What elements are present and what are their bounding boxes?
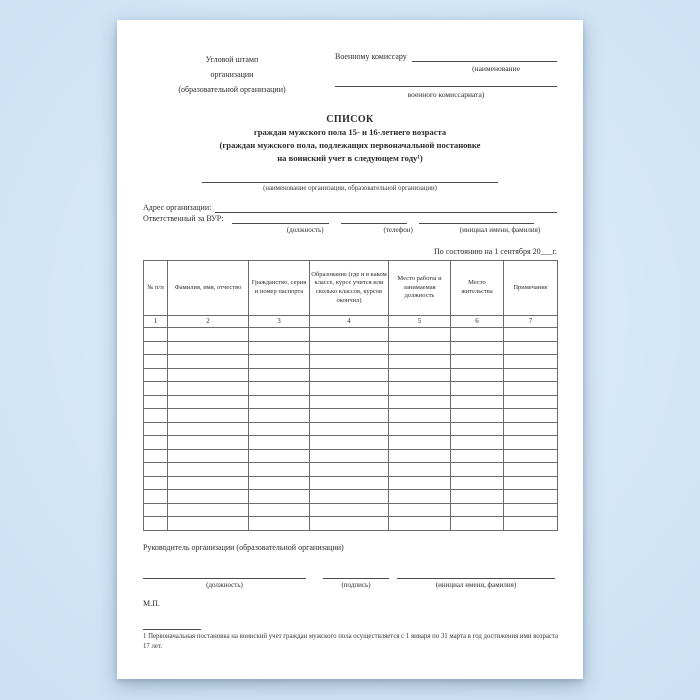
table-cell-empty xyxy=(168,422,249,436)
col-header-number: № п/п xyxy=(144,261,168,316)
table-cell-empty xyxy=(168,409,249,423)
col-header-note: Примечание xyxy=(504,261,558,316)
table-cell-empty xyxy=(168,382,249,396)
table-cell-empty xyxy=(451,449,504,463)
table-cell-empty xyxy=(451,436,504,450)
table-cell-empty xyxy=(504,463,558,477)
table-header-row xyxy=(144,261,558,316)
table-cell-empty xyxy=(249,382,310,396)
table-cell-empty xyxy=(168,463,249,477)
table-row xyxy=(144,449,558,463)
addressee-name-blank xyxy=(412,52,557,62)
table-cell-empty xyxy=(389,382,451,396)
table-cell-empty xyxy=(310,368,389,382)
table-cell-empty xyxy=(310,449,389,463)
table-cell-empty xyxy=(249,395,310,409)
table-row xyxy=(144,463,558,477)
table-cell-empty xyxy=(144,517,168,531)
table-cell-empty xyxy=(389,463,451,477)
table-cell-empty xyxy=(168,503,249,517)
table-cell-empty xyxy=(144,436,168,450)
roster-table xyxy=(143,260,558,531)
table-cell-empty xyxy=(504,368,558,382)
table-row xyxy=(144,517,558,531)
table-cell-empty xyxy=(504,436,558,450)
signature-captions xyxy=(143,580,557,590)
table-cell-empty xyxy=(310,422,389,436)
table-cell-empty xyxy=(249,463,310,477)
table-cell-empty xyxy=(451,490,504,504)
table-cell-empty xyxy=(504,503,558,517)
responsible-position-blank xyxy=(232,214,329,224)
table-cell-empty xyxy=(389,422,451,436)
table-cell-empty xyxy=(451,382,504,396)
table-row xyxy=(144,422,558,436)
table-cell-empty xyxy=(389,476,451,490)
col-header-education: Образование (где и в каком классе, курсе учится или сколько классов, курсов окончил) xyxy=(310,261,389,316)
table-cell-empty xyxy=(451,395,504,409)
title-line-3: (граждан мужского пола, подлежащих первоначальной постановке xyxy=(219,140,481,150)
table-cell-empty xyxy=(310,476,389,490)
table-cell-empty xyxy=(249,341,310,355)
table-cell-empty xyxy=(249,490,310,504)
table-cell-empty xyxy=(451,328,504,342)
column-number-row xyxy=(144,316,558,328)
org-name-caption: (наименование организации, образовательной организации) xyxy=(263,185,437,192)
table-cell-empty xyxy=(504,449,558,463)
caption-spacer xyxy=(143,225,257,235)
addressee-label: Военному комиссару xyxy=(335,52,407,61)
stamp-line-3: (образовательной организации) xyxy=(178,85,286,94)
signature-blanks xyxy=(143,570,557,579)
footnote-divider xyxy=(143,629,201,630)
table-cell-empty xyxy=(168,490,249,504)
table-cell-empty xyxy=(389,395,451,409)
table-cell-empty xyxy=(389,368,451,382)
table-row xyxy=(144,395,558,409)
table-cell-empty xyxy=(504,328,558,342)
as-of-date: По состоянию на 1 сентября 20___г. xyxy=(433,247,557,256)
table-cell-empty xyxy=(144,341,168,355)
title-line-1: СПИСОК xyxy=(326,114,374,125)
table-cell-empty xyxy=(310,503,389,517)
signature-sign-blank xyxy=(323,570,389,579)
addressee-blank-line xyxy=(335,74,557,87)
table-cell-empty xyxy=(168,476,249,490)
table-cell-empty xyxy=(249,436,310,450)
address-field xyxy=(143,202,557,213)
table-cell-empty xyxy=(249,422,310,436)
table-cell-empty xyxy=(451,368,504,382)
table-cell-empty xyxy=(310,328,389,342)
table-cell-empty xyxy=(144,503,168,517)
signature-name-blank xyxy=(397,570,555,579)
document-content xyxy=(117,20,583,652)
column-number: 7 xyxy=(504,316,558,328)
table-cell-empty xyxy=(249,328,310,342)
table-cell-empty xyxy=(504,341,558,355)
addressee-line xyxy=(335,52,557,62)
table-row xyxy=(144,382,558,396)
responsible-label: Ответственный за ВУР: xyxy=(143,214,224,223)
table-cell-empty xyxy=(389,490,451,504)
table-row xyxy=(144,409,558,423)
title-line-2: граждан мужского пола 15- и 16-летнего возраста xyxy=(253,127,447,137)
table-cell-empty xyxy=(504,395,558,409)
table-row xyxy=(144,341,558,355)
responsible-phone-blank xyxy=(341,214,407,224)
table-cell-empty xyxy=(310,409,389,423)
table-cell-empty xyxy=(144,490,168,504)
table-cell-empty xyxy=(504,422,558,436)
table-row xyxy=(144,436,558,450)
signature-head-label: Руководитель организации (образовательной организации) xyxy=(143,542,344,552)
table-cell-empty xyxy=(144,449,168,463)
stamp-line-2: организации xyxy=(210,70,254,79)
table-row xyxy=(144,328,558,342)
table-cell-empty xyxy=(451,503,504,517)
signature-position-blank xyxy=(143,570,306,579)
phone-caption: (телефон) xyxy=(383,226,413,234)
table-cell-empty xyxy=(389,341,451,355)
table-cell-empty xyxy=(310,463,389,477)
table-cell-empty xyxy=(168,436,249,450)
col-header-residence: Место жительства xyxy=(451,261,504,316)
table-cell-empty xyxy=(451,409,504,423)
addressee-caption-2: военного комиссариата) xyxy=(407,90,485,99)
table-cell-empty xyxy=(144,395,168,409)
responsible-captions xyxy=(143,225,557,235)
table-cell-empty xyxy=(310,382,389,396)
table-cell-empty xyxy=(389,449,451,463)
table-cell-empty xyxy=(144,422,168,436)
table-cell-empty xyxy=(504,517,558,531)
responsible-name-blank xyxy=(419,214,534,224)
table-cell-empty xyxy=(389,517,451,531)
table-cell-empty xyxy=(249,476,310,490)
org-name-section xyxy=(143,173,557,194)
column-number: 2 xyxy=(168,316,249,328)
table-cell-empty xyxy=(389,503,451,517)
col-header-fullname: Фамилия, имя, отчество xyxy=(168,261,249,316)
address-label: Адрес организации: xyxy=(143,203,212,212)
table-cell-empty xyxy=(451,355,504,369)
name-caption: (инициал имени, фамилия) xyxy=(459,226,541,234)
seal-mark: М.П. xyxy=(143,598,160,608)
table-cell-empty xyxy=(249,409,310,423)
table-cell-empty xyxy=(389,436,451,450)
table-cell-empty xyxy=(504,476,558,490)
corner-stamp-block xyxy=(143,52,321,97)
footnote-section xyxy=(143,629,557,652)
table-cell-empty xyxy=(168,449,249,463)
table-cell-empty xyxy=(310,436,389,450)
document-page xyxy=(117,20,583,679)
table-cell-empty xyxy=(168,517,249,531)
table-cell-empty xyxy=(504,490,558,504)
responsible-field xyxy=(143,213,557,224)
column-number: 3 xyxy=(249,316,310,328)
table-cell-empty xyxy=(144,463,168,477)
table-row xyxy=(144,368,558,382)
table-cell-empty xyxy=(144,409,168,423)
table-cell-empty xyxy=(249,368,310,382)
document-header xyxy=(143,52,557,100)
table-row xyxy=(144,503,558,517)
table-row xyxy=(144,490,558,504)
document-title xyxy=(143,113,557,165)
table-cell-empty xyxy=(168,341,249,355)
org-name-blank xyxy=(202,173,498,183)
column-number: 5 xyxy=(389,316,451,328)
table-cell-empty xyxy=(168,395,249,409)
table-cell-empty xyxy=(389,328,451,342)
table-cell-empty xyxy=(504,409,558,423)
position-caption: (должность) xyxy=(286,226,324,234)
stamp-line-1: Угловой штамп xyxy=(205,55,259,64)
table-cell-empty xyxy=(144,355,168,369)
table-cell-empty xyxy=(451,341,504,355)
address-blank xyxy=(215,203,557,213)
addressee-caption-1: (наименование xyxy=(472,64,520,73)
table-row xyxy=(144,476,558,490)
table-cell-empty xyxy=(310,341,389,355)
table-cell-empty xyxy=(310,490,389,504)
signature-position-caption: (должность) xyxy=(206,580,243,589)
table-cell-empty xyxy=(144,328,168,342)
addressee-block xyxy=(335,52,557,100)
table-cell-empty xyxy=(144,476,168,490)
column-number: 1 xyxy=(144,316,168,328)
table-cell-empty xyxy=(310,517,389,531)
table-cell-empty xyxy=(249,355,310,369)
column-number: 4 xyxy=(310,316,389,328)
table-cell-empty xyxy=(451,517,504,531)
table-row xyxy=(144,355,558,369)
table-cell-empty xyxy=(451,463,504,477)
signature-sign-caption: (подпись) xyxy=(341,580,371,589)
table-cell-empty xyxy=(310,395,389,409)
table-cell-empty xyxy=(144,368,168,382)
table-cell-empty xyxy=(389,355,451,369)
title-line-4: на воинский учет в следующем году¹) xyxy=(277,153,423,163)
col-header-workplace: Место работы и занимаемая должность xyxy=(389,261,451,316)
table-cell-empty xyxy=(310,355,389,369)
table-cell-empty xyxy=(168,328,249,342)
footnote-text: 1 Первоначальная постановка на воинский учет граждан мужского пола осуществляется с 1 января по 31 марта в год достижения ими возраста 17 лет. xyxy=(143,632,558,650)
table-cell-empty xyxy=(504,355,558,369)
table-cell-empty xyxy=(249,449,310,463)
table-cell-empty xyxy=(451,476,504,490)
table-cell-empty xyxy=(168,355,249,369)
col-header-citizenship: Гражданство, серия и номер паспорта xyxy=(249,261,310,316)
table-cell-empty xyxy=(144,382,168,396)
table-cell-empty xyxy=(389,409,451,423)
table-cell-empty xyxy=(504,382,558,396)
column-number: 6 xyxy=(451,316,504,328)
signature-name-caption: (инициал имени, фамилия) xyxy=(435,580,517,589)
table-cell-empty xyxy=(168,368,249,382)
table-cell-empty xyxy=(249,517,310,531)
table-cell-empty xyxy=(249,503,310,517)
table-cell-empty xyxy=(451,422,504,436)
